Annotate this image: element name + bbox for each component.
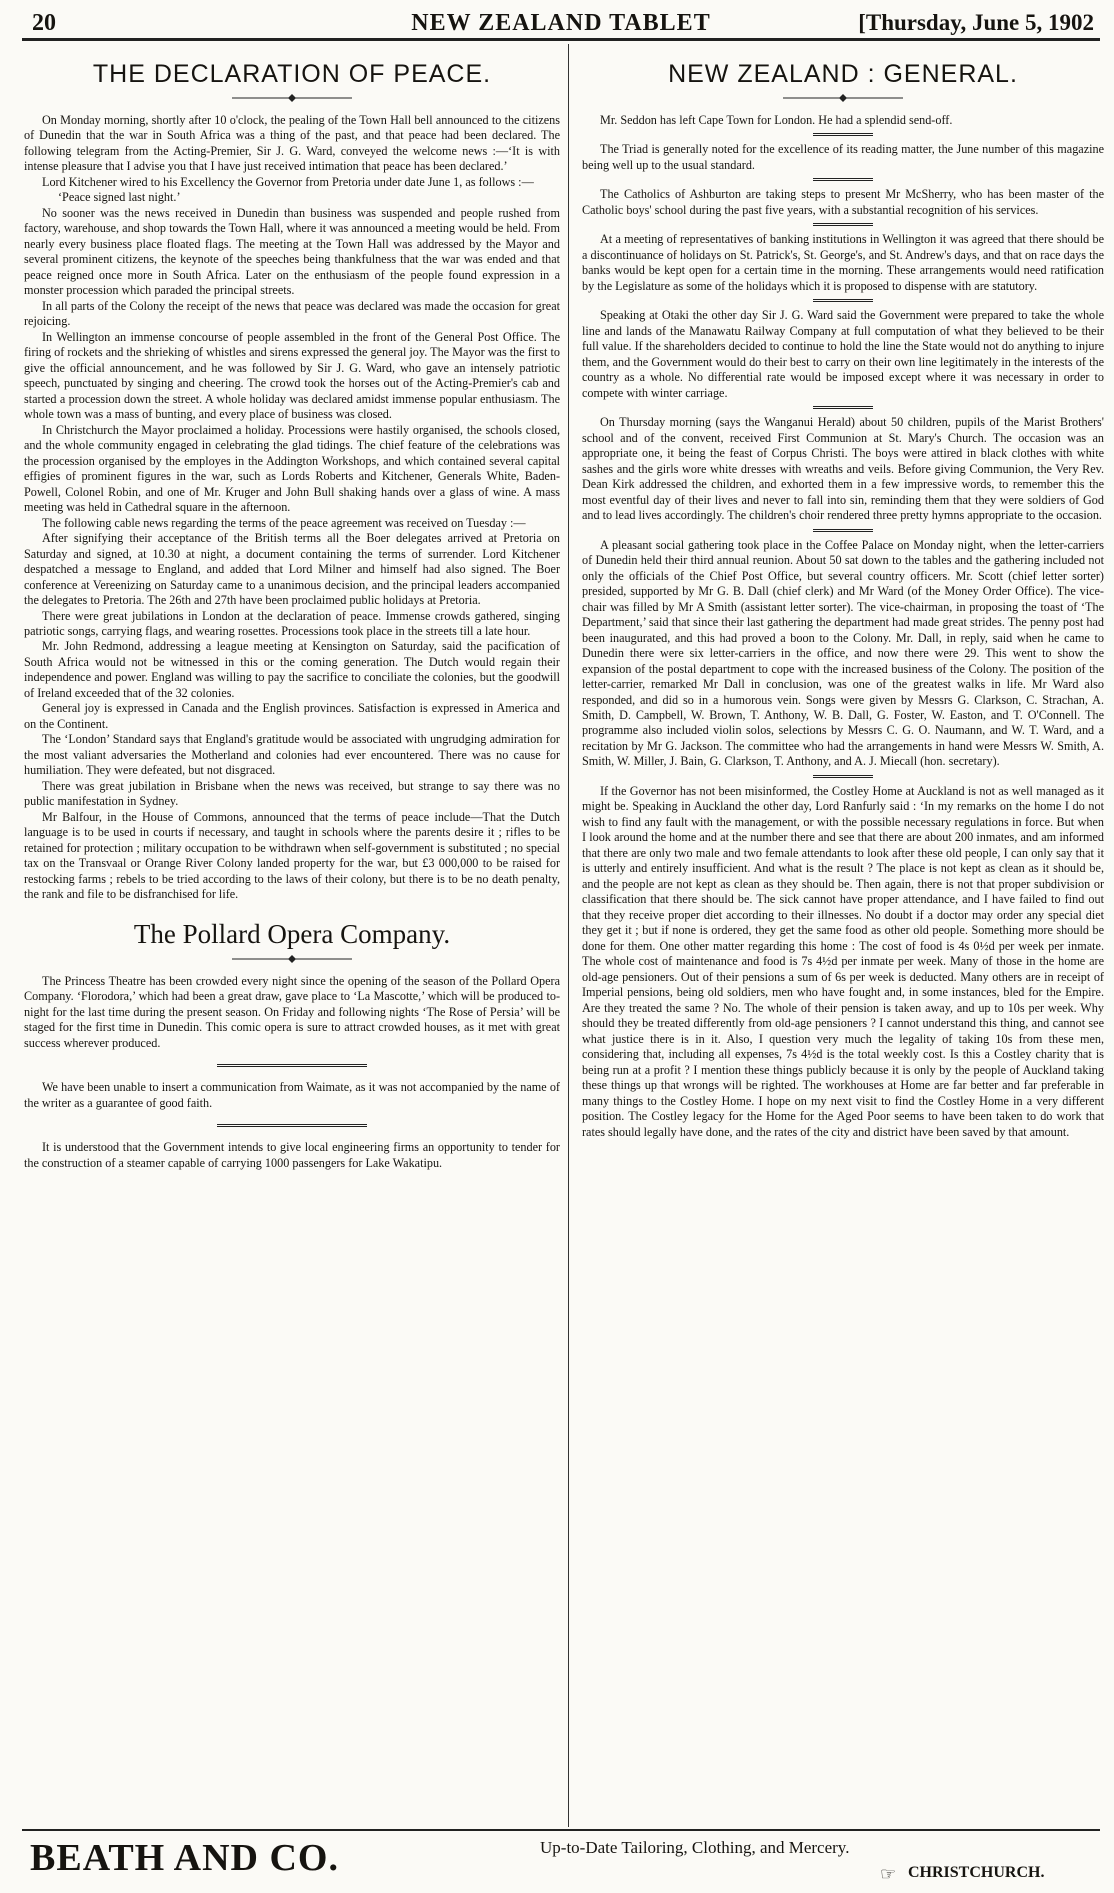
general-paragraph: The Triad is generally noted for the excellence of its reading matter, the June number of this magazine being well up to the usual standard.: [582, 142, 1104, 172]
section-divider: [217, 1064, 367, 1068]
declaration-paragraph: There was great jubilation in Brisbane when the news was received, but strange to say there was no public manifestation in Sydney.: [24, 778, 560, 809]
declaration-paragraph: On Monday morning, shortly after 10 o'clock, the pealing of the Town Hall bell announced to the citizens of Dunedin that the war in South Africa was a thing of the past, and that peace had been declared. The following telegram from the Acting-Premier, Sir J. G. Ward, conveyed the welcome news :—‘It is with intense pleasure that I advise you that I have just received intimation that peace has been declared.’: [24, 113, 560, 174]
ornament-rule: [232, 954, 352, 964]
declaration-paragraph: The following cable news regarding the terms of the peace agreement was received on Tuesday :—: [42, 515, 526, 530]
declaration-paragraph: After signifying their acceptance of the British terms all the Boer delegates arrived at Pretoria on Saturday and signed, at 10.30 at night, a document containing the terms of surrender. Lord Kitchener despatched a message to England, and added that Lord Milner and himself had also signed. The Boer conference at Vereenizing on Saturday came to a unanimous decision, and the principal leaders accompanied the delegates to Pretoria. The 26th and 27th have been proclaimed public holidays at Pretoria.: [24, 531, 560, 608]
section-divider: [813, 529, 873, 533]
section-divider: [813, 133, 873, 137]
general-paragraph: Mr. Seddon has left Cape Town for London. He had a splendid send-off.: [600, 113, 953, 127]
declaration-paragraph: General joy is expressed in Canada and the English provinces. Satisfaction is expressed in America and on the Continent.: [24, 701, 560, 731]
general-heading: NEW ZEALAND : GENERAL.: [668, 60, 1018, 88]
section-divider: [813, 178, 873, 182]
waimate-paragraph: We have been unable to insert a communication from Waimate, as it was not accompanied by the name of the writer as a guarantee of good faith.: [24, 1080, 560, 1110]
right-column: [582, 44, 1104, 1827]
declaration-paragraph: Mr Balfour, in the House of Commons, announced that the terms of peace include—That the Dutch language is to be used in courts if necessary, and taught in schools where the parents desire it ; rifles to be retained for protection ; military occupation to be withdrawn when self-government is substituted ; no special tax on the Transvaal or Orange River Colony landed property for the war, but £3 000,000 to be raised for restocking farms ; rebels to be tried according to the laws of their colony, but there is to be no death penalty, the rank and file to be disfranchised for life.: [24, 809, 560, 902]
general-paragraph: The Catholics of Ashburton are taking steps to present Mr McSherry, who has been master of the Catholic boys' school during the past five years, with a substantial recognition of his services.: [582, 187, 1104, 217]
general-paragraph: If the Governor has not been misinformed, the Costley Home at Auckland is not as well managed as it might be. Speaking in Auckland the other day, Lord Ranfurly said : ‘In my remarks on the home I do not wish to find any fault with the management, or with the possible necessary regulations in force. But when I look around the home and at the number there and see that there are about 200 inmates, and am informed that there are only two male and two female attendants to look after these old people, I can only say that it is utterly and entirely insufficient. And what is the result ? The place is not kept as clean as it should be, and the people are not kept as clean as they should be. Then again, there is not that proper subdivision or classification that there should be. The sick cannot have proper attendance, and I have failed to find out that they receive proper diet according to their illnesses. No doubt if a doctor may order any special diet they get it ; but if none is ordered, they get the same food as other old people. Something more should be done for them. One other matter regarding this home : The cost of food is 4s 0½d per week per inmate. The whole cost of maintenance and food is 7s 4½d per inmate per week. Many of those in the home are old-age pensioners. Out of their pensions a sum of 6s per week is deducted. Many others are in receipt of Imperial pensions, being old soldiers, men who have fought and, in some instances, bled for the Empire. Are they treated the same ? No. The whole of their pension is taken away, and up to 10s per week. Why should they be treated differently from old-age pensioners ? I cannot understand this thing, and cannot see what justice there is in it. Also, I question very much the legality of taking 10s from these men, considering that, including all expenses, 7s 4½d is the total weekly cost. Is this a Costley charity that is being run at a profit ? I mention these things publicly because it is only by the people of Auckland taking these things up that wrongs will be righted. The workhouses at Home are far better and far preferable in many things to the Costley Home. I hope on my next visit to find the Costley Home in a very different position. The Costley legacy for the Home for the Aged Poor seems to have been taken to do work that rates should legally have done, and the rates of the city and district have been saved by that amount.: [582, 783, 1104, 1139]
general-paragraph: At a meeting of representatives of banking institutions in Wellington it was agreed that there should be a discontinuance of holidays on St. Patrick's, St. George's, and St. Andrew's days, and that on race days the banks would be kept open for a certain time in the morning. These arrangements would need ratification by the Legislature as some of the holidays which it is proposed to dispense with are statutory.: [582, 232, 1104, 293]
declaration-paragraph: In Christchurch the Mayor proclaimed a holiday. Processions were hastily organised, the schools closed, and the whole community engaged in celebrating the glad tidings. The chief feature of the celebrations was the procession organised by the employes in the Addington Workshops, and which contained several capital effigies of prominent figures in the war, such as Lords Roberts and Kitchener, Generals White, Baden-Powell, Colonel Robin, and one of Mr. Kruger and John Bull shaking hands over a glass of wine. A mass meeting was held in Cathedral square in the afternoon.: [24, 422, 560, 515]
masthead-rule: [22, 38, 1100, 41]
section-divider: [217, 1124, 367, 1128]
declaration-paragraph: In all parts of the Colony the receipt of the news that peace was declared was made the occasion for great rejoicing.: [24, 298, 560, 329]
general-paragraph: A pleasant social gathering took place in the Coffee Palace on Monday night, when the letter-carriers of Dunedin held their third annual reunion. About 50 sat down to the tables and the gathering included not only the officials of the Chief Post Office, but several country officers. Mr. Scott (chief letter sorter) presided, supported by Mr G. B. Dall (chief clerk) and Mr Ward (of the Money Order Office). The vice-chair was filled by Mr A Smith (assistant letter sorter). The vice-chairman, in proposing the toast of ‘The Department,’ said that since their last gathering the department had made great strides. The penny post had been inaugurated, and this had proved a boon to the Colony. Mr. Dall, in reply, said when he came to Dunedin there were six letter-carriers in the office, and now there were 29. This went to show the expansion of the postal department to cope with the increased business of the Colony. The position of the letter-carrier, remarked Mr Dall in conclusion, was one of the greatest walks in life. Mr Ward also responded, and did so in a humorous vein. Songs were given by Messrs G. Clarkson, C. Strachan, A. Smith, D. Campbell, W. Brown, T. Anthony, W. B. Dall, G. Foster, W. Easton, and T. O'Connell. The programme also included violin solos, selections by Messrs C. G. O. Naumann, and W. T. Ward, and a recitation by Mr G. Jackson. The committee who had the arrangements in hand were Messrs W. Smith, A. Smith, W. Miller, J. Bain, G. Clarkson, T. Anthony, and A. J. Miecall (hon. secretary).: [582, 537, 1104, 769]
ornament-rule: [232, 93, 352, 103]
general-paragraph: On Thursday morning (says the Wanganui Herald) about 50 children, pupils of the Marist Brothers' school and of the convent, received First Communion at St. Mary's Church. The occasion was an appropriate one, it being the feast of Corpus Christi. The boys were attired in black clothes with white sashes and the girls wore white dresses with wreaths and veils. Before giving Communion, the Very Rev. Dean Kirk addressed the children, and exhorted them in a few impressive words, to remember this the most eventful day of their lives and never to fall into sin, reminding them that they were soldiers of God and to lead lives accordingly. The children's choir rendered three pretty hymns appropriate to the occasion.: [582, 415, 1104, 523]
advert-tagline: Up-to-Date Tailoring, Clothing, and Mercery.: [540, 1838, 850, 1857]
pointing-hand-icon: ☞: [880, 1864, 897, 1884]
declaration-paragraph: Lord Kitchener wired to his Excellency the Governor from Pretoria under date June 1, as follows :—: [42, 174, 534, 189]
section-divider: [813, 223, 873, 227]
declaration-paragraph: The ‘London’ Standard says that England's gratitude would be associated with ungrudging admiration for the most valiant adversaries the Motherland and colonies had ever encountered. There was no cause for humiliation. They were defeated, but not disgraced.: [24, 732, 560, 778]
declaration-heading: THE DECLARATION OF PEACE.: [92, 60, 492, 88]
page-number: 20: [32, 10, 56, 36]
declaration-paragraph: In Wellington an immense concourse of people assembled in the front of the General Post Office. The firing of rockets and the shrieking of whistles and sirens expressed the general joy. The Mayor was the first to give the official announcement, and he was followed by Sir J. G. Ward, who gave an intensely patriotic speech, punctuated by singing and cheering. The crowd took the horses out of the Acting-Premier's cab and started a procession down the street. A whole holiday was declared amidst immense popular enthusiasm. The whole town was a mass of bunting, and every place of business was closed.: [24, 329, 560, 422]
declaration-paragraph: There were great jubilations in London at the declaration of peace. Immense crowds gathered, singing patriotic songs, carrying flags, and wearing rosettes. Processions took place in the streets till a late hour.: [24, 608, 560, 638]
left-column: [24, 44, 560, 1827]
advert-name: BEATH AND CO.: [30, 1837, 339, 1879]
column-rule: [568, 44, 569, 1827]
declaration-quote: ‘Peace signed last night.’: [58, 190, 181, 205]
section-divider: [813, 775, 873, 779]
steamer-paragraph: It is understood that the Government intends to give local engineering firms an opportunity to tender for the construction of a steamer capable of carrying 1000 passengers for Lake Wakatipu.: [24, 1140, 560, 1170]
paper-title: NEW ZEALAND TABLET: [411, 10, 711, 36]
section-divider: [813, 406, 873, 410]
advert-rule: [22, 1829, 1100, 1831]
declaration-paragraph: No sooner was the news received in Dunedin than business was suspended and people rushed from factory, warehouse, and shop towards the Town Hall, where it was announced a meeting would be held. From nearly every business place floated flags. The meeting at the Town Hall was addressed by the Mayor and several prominent citizens, the keynote of the speeches being thankfulness that the war was ended and that peace reigned once more in South Africa. Later on the enthusiasm of the people found expression in a monster procession which paraded the principal streets.: [24, 205, 560, 298]
section-divider: [813, 299, 873, 303]
pollard-heading: The Pollard Opera Company.: [133, 918, 451, 949]
declaration-paragraph: Mr. John Redmond, addressing a league meeting at Kensington on Saturday, said the pacification of South Africa would not be witnessed in this or the coming generation. The Dutch would regain their independence and power. England was willing to pay the sacrifice to conciliate the colonies, but the goodwill of Ireland exceeded that of the 32 colonies.: [24, 639, 560, 700]
issue-date: [Thursday, June 5, 1902: [858, 10, 1094, 35]
ornament-rule: [783, 93, 903, 103]
general-paragraph: Speaking at Otaki the other day Sir J. G. Ward said the Government were prepared to take the whole line and lands of the Manawatu Railway Company at full computation of what they believed to be their full value. If the shareholders decided to continue to hold the line the State would not do anything to injure them, and the Government would do their best to carry on their own line legitimately in the interests of the country as a whole. No differential rate would be imposed except where it was necessary in order to compete with winter carriage.: [582, 308, 1104, 400]
pollard-paragraph: The Princess Theatre has been crowded every night since the opening of the season of the Pollard Opera Company. ‘Florodora,’ which had been a great draw, gave place to ‘La Mascotte,’ which will be produced to-night for the last time during the present season. On Friday and following nights ‘The Rose of Persia’ will be staged for the first time in Dunedin. This comic opera is sure to attract crowded houses, as it met with great success wherever produced.: [24, 973, 560, 1050]
masthead: [22, 6, 1100, 36]
advert-city: CHRISTCHURCH.: [908, 1864, 1045, 1881]
